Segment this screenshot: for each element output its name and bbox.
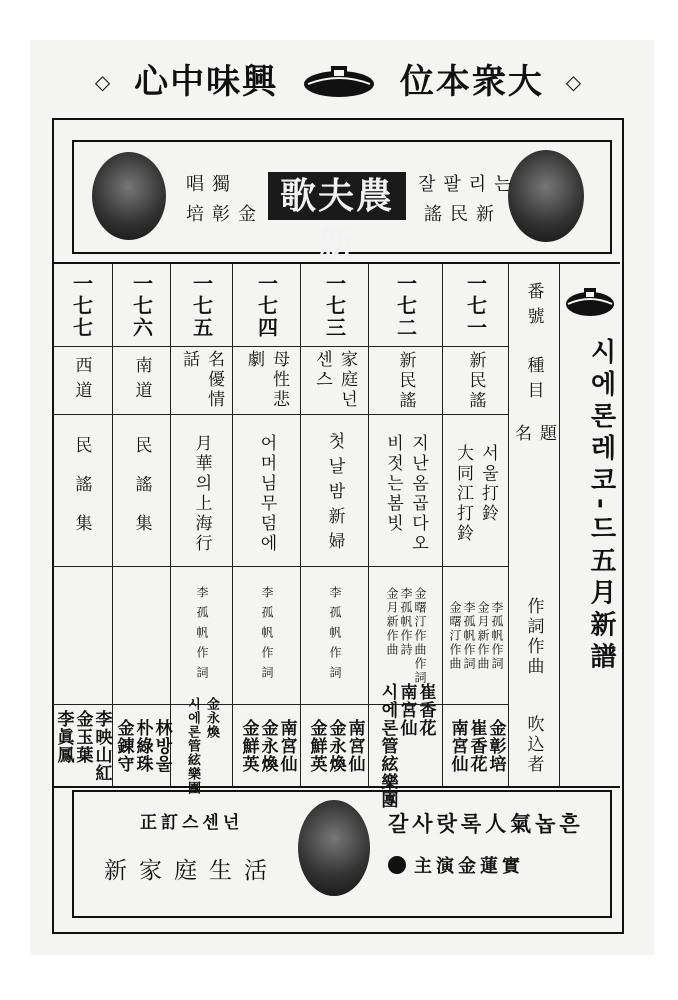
record-performer: 林방울 朴綠珠 金錬守 [113, 719, 172, 773]
record-title: 民謠集 [131, 435, 152, 553]
record-genre: 名優情話 [179, 350, 224, 410]
top-slogan [0, 58, 678, 104]
header-credits: 作詞作曲 [523, 597, 544, 677]
record-logo-icon [388, 856, 406, 874]
record-title: 지난옴곱다오 비젓는봄빗 [383, 434, 428, 554]
record-title: 어머님무덤에 [256, 434, 277, 554]
record-genre: 新民謠 [465, 351, 486, 411]
record-genre: 母性悲劇 [244, 350, 289, 410]
record-number: 一七七 [69, 273, 94, 339]
header-column [508, 264, 560, 786]
record-credits: 李孤帆作詞 [328, 586, 342, 686]
record-credits: 李孤帆作詞 [195, 586, 209, 686]
record-genre: 新民謠 [395, 351, 416, 411]
record-performer: 南宮仙 金永煥 金鮮英 [306, 719, 365, 773]
header-performer: 吹込者 [523, 715, 544, 775]
diamond-icon: ◇ [565, 70, 584, 94]
banner-subtitle-bottom: 謠民新 [424, 204, 502, 225]
header-genre: 種目 [523, 356, 544, 406]
actress-portrait [298, 800, 370, 896]
record-logo-icon [302, 62, 376, 102]
footer-left-bottom: 新家庭生活 [104, 858, 279, 884]
slogan-right: 位本衆大 [399, 62, 544, 102]
record-logo-icon [564, 284, 616, 320]
side-panel [560, 276, 620, 766]
record-number: 一七六 [129, 273, 154, 339]
record-number: 一七一 [463, 273, 488, 339]
record-performer: 南宮仙 金永煥 金鮮英 [238, 719, 297, 773]
side-title: 시에론레코-드五月新譜 [586, 338, 616, 675]
record-title: 서울打鈴 大同江打鈴 [453, 444, 498, 544]
record-number: 一七五 [189, 273, 214, 339]
table-row [300, 264, 369, 786]
slogan-left: 心中味興 [134, 62, 279, 102]
record-number: 一七二 [393, 273, 418, 339]
record-genre: 西道 [71, 356, 92, 406]
table-row [368, 264, 443, 809]
table-row [112, 264, 171, 786]
record-credits: 李孤帆作詞 金月新作曲 李孤帆作詞 金曙汀作曲 [448, 601, 504, 671]
singer-role: 唱獨 [186, 174, 238, 195]
table-row [232, 264, 301, 786]
record-genre: 南道 [131, 356, 152, 406]
record-number: 一七三 [322, 273, 347, 339]
record-performer: 金永煥 시에론管絃樂團 [185, 697, 219, 795]
song-title: 歌夫農新 [268, 172, 406, 220]
singer-portrait-left [92, 152, 166, 240]
record-title: 첫날밤新婦 [324, 431, 345, 557]
diamond-icon: ◇ [94, 70, 113, 94]
singer-name: 培彰金 [186, 204, 264, 225]
record-performer: 金彰培 崔香花 南宮仙 [447, 719, 506, 773]
record-table [52, 262, 620, 809]
record-genre: 家庭넌센스 [312, 350, 357, 410]
table-row [170, 264, 233, 795]
record-number: 一七四 [254, 273, 279, 339]
footer-right-bottom: 主演金蓮實 [414, 856, 524, 877]
footer-right-top: 갈사랏록人氣놉흔 [388, 811, 584, 836]
record-credits: 李孤帆作詞 [260, 586, 274, 686]
header-title: 題名 [511, 424, 556, 501]
table-row [442, 264, 509, 786]
singer-portrait-right [508, 150, 584, 242]
footer-left-top: 正訂스센넌 [140, 813, 244, 833]
banner-subtitle-top: 잘팔리는 [418, 174, 520, 195]
record-performer: 李映山紅 金玉葉 李眞鳳 [53, 710, 112, 782]
table-row [52, 264, 112, 786]
record-credits: 金曙汀作曲作詞 李孤帆作詩 金月新作曲 [385, 587, 427, 685]
header-number: 番號 [523, 282, 544, 332]
record-title: 民謠集 [71, 435, 92, 553]
record-title: 月華의上海行 [191, 434, 212, 554]
record-performer: 崔香花 南宮仙 시에론管絃樂團 [377, 683, 436, 809]
